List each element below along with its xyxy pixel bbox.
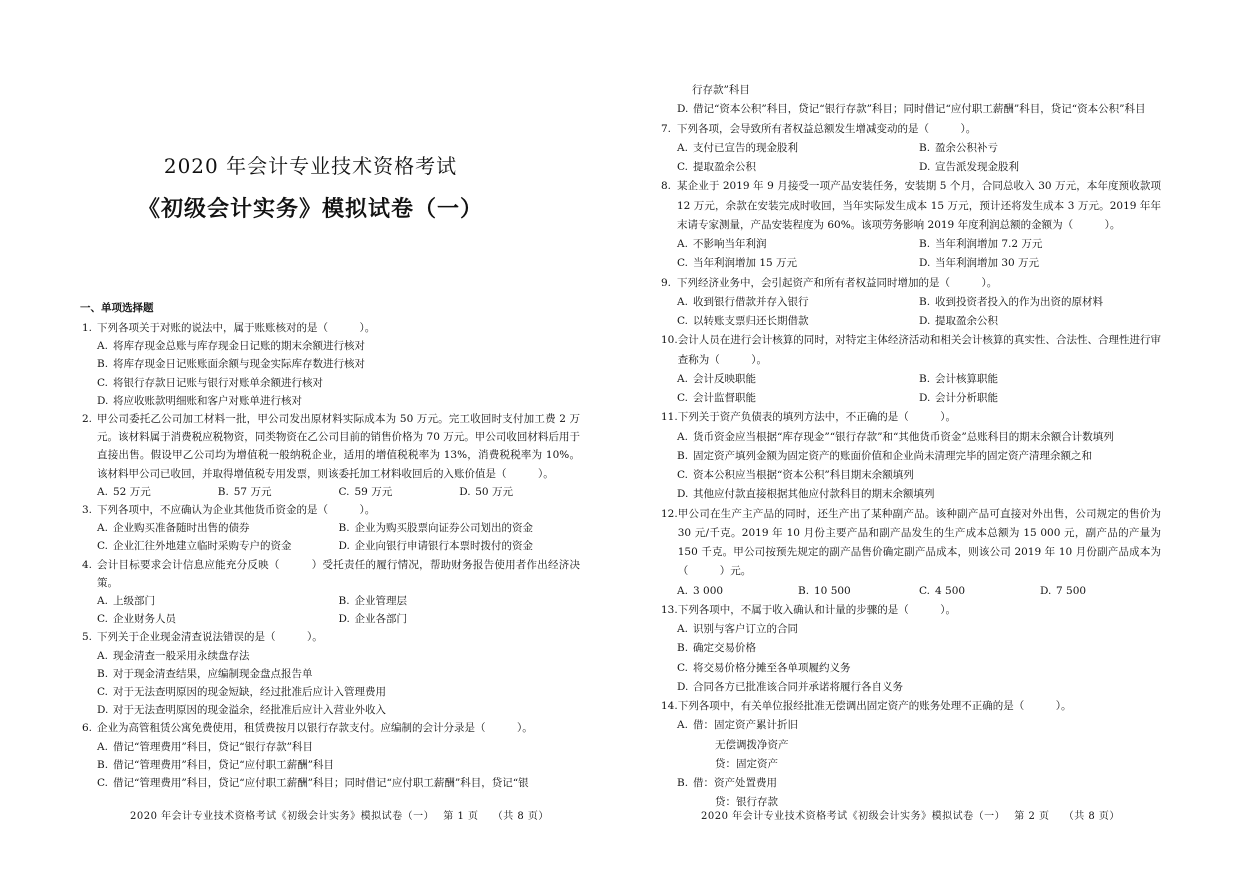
option-text: 50 万元	[475, 485, 513, 498]
answer-option	[97, 610, 339, 628]
option-text: 不影响当年利润	[693, 238, 767, 250]
option-text: 其他应付款直接根据其他应付款科目的期末余额填列	[693, 488, 935, 501]
option-label: C.	[97, 613, 108, 626]
answer-options	[661, 370, 1161, 409]
option-label: C.	[677, 661, 688, 674]
question-stem: 下列各项关于对账的说法中，属于账账核对的是（ ）。	[97, 322, 376, 334]
question-stem: 下列各项中，有关单位报经批准无偿调出固定资产的账务处理不正确的是（ ）。	[677, 700, 1072, 712]
option-label: A.	[677, 372, 688, 385]
option-label: B.	[677, 777, 689, 789]
answer-option	[677, 254, 919, 273]
answer-options	[661, 100, 1161, 119]
exam-page-2	[621, 0, 1243, 872]
answer-option	[677, 389, 919, 408]
answer-options	[82, 592, 580, 628]
answer-option	[677, 582, 798, 601]
answer-option	[339, 483, 460, 501]
option-text: 会计反映职能	[693, 372, 756, 385]
exam-title: 2020 年会计专业技术资格考试	[163, 154, 458, 178]
option-label: D.	[338, 613, 350, 626]
answer-option	[97, 337, 580, 355]
question-number: 13.	[661, 603, 678, 616]
answer-options	[82, 738, 580, 793]
option-label: A.	[97, 740, 108, 753]
option-label: D.	[338, 540, 350, 553]
page-footer: 2020 年会计专业技术资格考试《初级会计实务》模拟试卷（一） 第 1 页 （共 8 页）	[130, 811, 549, 822]
answer-option	[677, 100, 1161, 119]
option-text: 企业财务人员	[113, 613, 176, 626]
answer-option	[339, 537, 581, 555]
option-label: D.	[919, 257, 931, 270]
option-text: 借：资产处置费用	[693, 777, 777, 789]
option-label: A.	[677, 430, 688, 443]
option-text: 借记“管理费用”科目，贷记“银行存款”科目	[113, 740, 313, 753]
option-label: A.	[97, 485, 108, 498]
answer-option	[919, 158, 1161, 177]
question-stem: 下列关于资产负债表的填列方法中，不正确的是（ ）。	[677, 411, 956, 424]
option-text: 将银行存款日记账与银行对账单余额进行核对	[113, 376, 323, 389]
option-text: 会计分析职能	[935, 392, 998, 404]
answer-option	[677, 678, 1161, 697]
answer-option	[97, 665, 580, 683]
option-text: 企业向银行申请银行本票时拨付的资金	[354, 540, 533, 553]
answer-option	[919, 312, 1161, 331]
answer-option	[97, 647, 580, 665]
answer-options	[82, 647, 580, 720]
option-label: B.	[919, 238, 931, 250]
option-text: 59 万元	[354, 485, 393, 498]
option-text: 企业管理层	[354, 595, 407, 608]
answer-option	[919, 139, 1161, 158]
question	[82, 556, 580, 592]
answer-option	[677, 293, 919, 312]
question-stem: 下列各项中，不应确认为企业其他货币资金的是（ ）。	[97, 504, 376, 517]
option-label: C.	[919, 584, 930, 597]
continued-text: 行存款”科目	[692, 84, 750, 96]
question	[82, 719, 580, 737]
answer-option	[677, 466, 1161, 485]
answer-option	[919, 293, 1161, 312]
question	[82, 319, 580, 337]
option-text: 借：固定资产累计折旧	[693, 719, 798, 732]
answer-option	[97, 774, 580, 792]
question-stem: 会计目标要求会计信息应能充分反映（ ）受托责任的履行情况，帮助财务报告使用者作出经济决策。	[97, 558, 580, 589]
question-stem: 企业为高管租赁公寓免费使用，租赁费按月以银行存款支付。应编制的会计分录是（ ）。	[97, 722, 533, 735]
option-label: B.	[97, 758, 109, 771]
question-number: 5.	[82, 631, 93, 644]
option-text: 收到投资者投入的作为出资的原材料	[935, 295, 1103, 308]
answer-option	[339, 610, 581, 628]
answer-option	[677, 312, 919, 331]
option-label: A.	[677, 141, 688, 154]
option-text: 企业为购买股票向证券公司划出的资金	[354, 522, 533, 535]
answer-option	[677, 428, 1161, 447]
answer-option	[677, 716, 1161, 735]
option-label: D.	[677, 103, 689, 116]
exam-subtitle: 《初级会计实务》模拟试卷（一）	[137, 196, 483, 222]
option-label: A.	[677, 295, 688, 308]
section-heading: 一、单项选择题	[80, 302, 154, 314]
answer-option	[677, 158, 919, 177]
answer-option	[339, 592, 581, 610]
answer-option	[97, 537, 339, 555]
answer-option	[677, 639, 1161, 658]
answer-option	[798, 582, 919, 601]
option-text: 企业汇往外地建立临时采购专户的资金	[113, 540, 292, 553]
option-text: 企业各部门	[354, 613, 407, 626]
option-text: 对于无法查明原因的现金溢余，经批准后应计入营业外收入	[113, 704, 386, 717]
answer-option	[218, 483, 339, 501]
answer-option	[97, 756, 580, 774]
exam-page-1	[0, 0, 621, 872]
option-label: C.	[338, 485, 350, 498]
option-text: 固定资产填列金额为固定资产的账面价值和企业尚未清理完毕的固定资产清理余额之和	[693, 449, 1092, 462]
option-text: 借记“管理费用”科目，贷记“应付职工薪酬”科目；同时借记“应付职工薪酬”科目，贷记“银	[113, 777, 529, 790]
page-footer: 2020 年会计专业技术资格考试《初级会计实务》模拟试卷（一） 第 2 页 （共 8 页）	[701, 811, 1120, 822]
answer-option	[97, 483, 218, 501]
option-text: 将应收账款明细账和客户对账单进行核对	[113, 394, 302, 407]
option-label: C.	[677, 315, 688, 327]
question-stem: 下列关于企业现金清查说法错误的是（ ）。	[97, 631, 323, 644]
answer-options	[661, 716, 1161, 735]
option-text: 货币资金应当根据“库存现金”“银行存款”和“其他货币资金”总账科目的期末余额合计数填列	[693, 430, 1114, 443]
option-text: 提取盈余公积	[693, 161, 756, 173]
option-text: 上级部门	[113, 595, 155, 608]
option-label: D.	[919, 392, 931, 404]
option-label: A.	[97, 595, 108, 608]
option-text: 将交易价格分摊至各单项履约义务	[693, 661, 851, 674]
question-stem: 甲公司在生产主产品的同时，还生产出了某种副产品。该种副产品可直接对外出售，公司规定的售价为 30 元/千克。2019 年 10 月份主要产品和副产品发生的生产成本总额为 15 000 元，副产品的产量为 150 千克。甲公司按预先规定的副产品售价确定副产品成本，则该公司 2019 年 10 月份副产品成本为（ ）元。	[677, 507, 1161, 578]
answer-options	[661, 235, 1161, 274]
option-text: 52 万元	[113, 485, 151, 498]
option-text: 4 500	[935, 584, 966, 597]
answer-options	[661, 139, 1161, 178]
answer-options	[82, 337, 580, 410]
answer-option	[677, 620, 1161, 639]
question	[661, 697, 1161, 716]
question-number: 1.	[82, 322, 93, 334]
answer-option	[459, 483, 580, 501]
question	[661, 505, 1161, 582]
answer-option	[97, 738, 580, 756]
answer-option	[97, 519, 339, 537]
question	[661, 408, 1161, 427]
option-text: 支付已宣告的现金股利	[693, 141, 798, 154]
question-number: 9.	[661, 276, 672, 289]
option-label: A.	[677, 623, 688, 635]
option-label: B.	[217, 485, 229, 498]
option-label: D.	[677, 680, 689, 693]
option-label: D.	[97, 394, 109, 407]
option-text: 现金清查一般采用永续盘存法	[113, 649, 250, 662]
option-label: C.	[677, 161, 688, 173]
option-text: 提取盈余公积	[935, 315, 998, 327]
question-number: 12.	[661, 507, 678, 520]
option-text: 对于现金清查结果，应编制现金盘点报告单	[113, 667, 313, 680]
option-label: C.	[97, 686, 108, 699]
option-label: C.	[97, 376, 108, 389]
option-text: 7 500	[1056, 584, 1087, 597]
option-text: 3 000	[693, 584, 724, 597]
journal-entry-line: 贷：固定资产	[715, 757, 778, 770]
page-1-body	[82, 319, 580, 792]
option-text: 合同各方已批准该合同并承诺将履行各自义务	[693, 680, 903, 693]
option-text: 收到银行借款并存入银行	[693, 295, 809, 308]
answer-option	[339, 519, 581, 537]
option-label: B.	[677, 449, 689, 462]
question-stem: 某企业于 2019 年 9 月接受一项产品安装任务，安装期 5 个月，合同总收入 30 万元，本年度预收款项 12 万元，余款在安装完成时收回，当年实际发生成本 15 万元，预计还将发生成本 3 万元。2019 年年末请专家测量，产品安装程度为 60%。该项劳务影响 2019 年度利润总额的金额为（ ）。	[677, 180, 1161, 231]
answer-options	[661, 428, 1161, 505]
option-label: B.	[798, 584, 810, 597]
question	[661, 177, 1161, 235]
option-text: 企业购买准备随时出售的债券	[113, 522, 250, 535]
answer-options	[661, 293, 1161, 332]
option-label: D.	[97, 704, 109, 717]
option-text: 盈余公积补亏	[935, 141, 998, 154]
option-label: B.	[97, 667, 109, 680]
question-number: 8.	[661, 180, 672, 193]
journal-entry-line: 贷：银行存款	[715, 796, 778, 809]
answer-option	[97, 592, 339, 610]
question-number: 6.	[82, 722, 93, 735]
answer-option	[97, 355, 580, 373]
answer-option	[677, 485, 1161, 504]
option-text: 会计监督职能	[693, 392, 756, 404]
question-stem: 会计人员在进行会计核算的同时，对特定主体经济活动和相关会计核算的真实性、合法性、合理性进行审查称为（ ）。	[677, 334, 1161, 366]
option-text: 10 500	[814, 584, 851, 597]
question	[82, 628, 580, 646]
answer-option	[919, 254, 1161, 273]
answer-option	[919, 235, 1161, 254]
question	[661, 274, 1161, 293]
option-text: 资本公积应当根据“资本公积”科目期末余额填列	[693, 469, 914, 481]
option-label: B.	[97, 358, 109, 371]
option-text: 确定交易价格	[693, 642, 756, 655]
question-stem: 下列各项中，不属于收入确认和计量的步骤的是（ ）。	[677, 603, 956, 616]
option-label: A.	[97, 649, 108, 662]
option-text: 将库存现金日记账账面余额与现金实际库存数进行核对	[113, 358, 365, 371]
question-number: 2.	[82, 413, 93, 426]
option-label: A.	[677, 719, 688, 732]
answer-option	[97, 392, 580, 410]
answer-option	[97, 683, 580, 701]
option-label: A.	[97, 340, 108, 353]
answer-options	[661, 774, 1161, 793]
option-label: D.	[1040, 584, 1052, 597]
option-label: B.	[677, 642, 689, 655]
question-number: 4.	[82, 558, 93, 571]
option-text: 当年利润增加 15 万元	[693, 257, 798, 270]
option-text: 对于无法查明原因的现金短缺，经过批准后应计入管理费用	[113, 686, 386, 699]
answer-options	[82, 483, 580, 501]
option-label: A.	[677, 584, 688, 597]
option-text: 当年利润增加 30 万元	[935, 257, 1040, 270]
option-label: C.	[97, 777, 108, 790]
answer-option	[677, 659, 1161, 678]
option-label: C.	[677, 392, 688, 404]
answer-option	[97, 374, 580, 392]
option-label: B.	[919, 372, 931, 385]
option-label: B.	[338, 595, 350, 608]
option-label: B.	[919, 141, 931, 154]
option-label: C.	[677, 469, 688, 481]
question-stem: 下列各项，会导致所有者权益总额发生增减变动的是（ ）。	[677, 122, 977, 135]
answer-option	[919, 389, 1161, 408]
option-text: 将库存现金总账与库存现金日记账的期末余额进行核对	[113, 340, 365, 353]
answer-options	[661, 620, 1161, 697]
question	[661, 120, 1161, 139]
option-label: D.	[677, 488, 689, 501]
question-number: 14.	[661, 700, 678, 712]
page-2-body	[661, 81, 1161, 813]
option-label: B.	[919, 295, 931, 308]
question	[82, 410, 580, 483]
option-label: C.	[97, 540, 108, 553]
answer-option	[677, 139, 919, 158]
option-label: D.	[919, 315, 931, 327]
option-text: 当年利润增加 7.2 万元	[935, 238, 1043, 250]
option-text: 以转账支票归还长期借款	[693, 315, 809, 327]
answer-option	[677, 370, 919, 389]
question-number: 10.	[661, 334, 678, 347]
answer-option	[97, 701, 580, 719]
answer-option	[919, 582, 1040, 601]
question-number: 11.	[661, 411, 678, 424]
answer-options	[661, 582, 1161, 601]
option-label: C.	[677, 257, 688, 270]
answer-options	[82, 519, 580, 555]
journal-entry-line: 无偿调拨净资产	[715, 738, 789, 751]
answer-option	[919, 370, 1161, 389]
option-text: 识别与客户订立的合同	[693, 623, 798, 635]
option-label: D.	[919, 161, 931, 173]
option-label: A.	[677, 238, 688, 250]
option-label: B.	[338, 522, 350, 535]
option-label: D.	[459, 485, 471, 498]
question-stem: 甲公司委托乙公司加工材料一批，甲公司发出原材料实际成本为 50 万元。完工收回时支付加工费 2 万元。该材料属于消费税应税物资，同类物资在乙公司目前的销售价格为 70 万元。甲公司收回材料后用于直接出售。假设甲乙公司均为增值税一般纳税企业，适用的增值税税率为 13%，消费税税率为 10%。该材料甲公司已收回，并取得增值税专用发票，则该委托加工材料收回后的入账价值是（ ）。	[97, 413, 580, 480]
option-text: 借记“资本公积”科目，贷记“银行存款”科目；同时借记“应付职工薪酬”科目，贷记“资本公积”科目	[693, 103, 1146, 116]
question-number: 7.	[661, 122, 672, 135]
answer-option	[1040, 582, 1161, 601]
question	[82, 501, 580, 519]
answer-option	[677, 774, 1161, 793]
option-text: 宣告派发现金股利	[935, 161, 1019, 173]
answer-option	[677, 447, 1161, 466]
option-text: 借记“管理费用”科目，贷记“应付职工薪酬”科目	[113, 758, 334, 771]
question	[661, 601, 1161, 620]
question-number: 3.	[82, 504, 93, 517]
option-label: A.	[97, 522, 108, 535]
question-stem: 下列经济业务中，会引起资产和所有者权益同时增加的是（ ）。	[677, 276, 998, 289]
answer-option	[677, 235, 919, 254]
option-text: 57 万元	[233, 485, 272, 498]
question	[661, 331, 1161, 370]
option-text: 会计核算职能	[935, 372, 998, 385]
